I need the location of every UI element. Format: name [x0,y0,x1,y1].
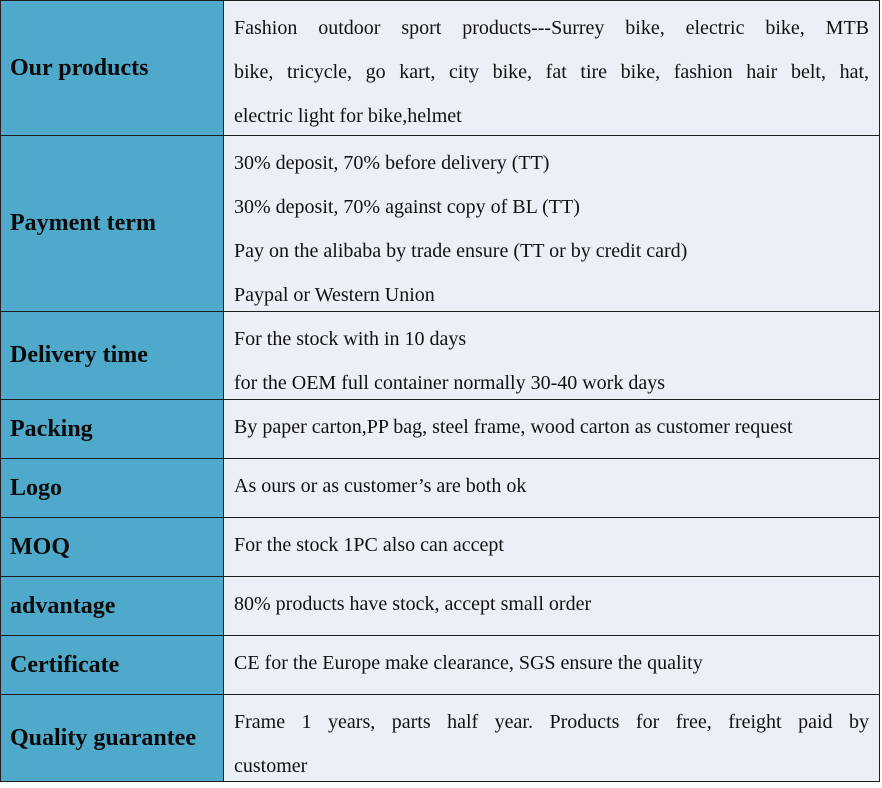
row-value-certificate [224,636,879,695]
row-label-certificate: Certificate [1,636,224,695]
value-line: For the stock 1PC also can accept [234,534,504,556]
row-label-payment-term: Payment term [1,136,224,312]
value-line: Fashion outdoor sport products---Surrey bike, electric bike, MTB [234,17,869,39]
row-label-packing: Packing [1,400,224,459]
value-line: Pay on the alibaba by trade ensure (TT or by credit card) [234,240,688,262]
value-line: 30% deposit, 70% against copy of BL (TT) [234,196,580,218]
row-value-products [224,1,879,136]
value-line: As ours or as customer’s are both ok [234,475,527,497]
value-line: For the stock with in 10 days [234,328,467,350]
value-line: CE for the Europe make clearance, SGS ensure the quality [234,652,703,674]
value-line: 30% deposit, 70% before delivery (TT) [234,152,550,174]
row-label-products: Our products [1,1,224,136]
row-label-logo: Logo [1,459,224,518]
row-value-logo [224,459,879,518]
row-value-payment-term [224,136,879,312]
value-line: Paypal or Western Union [234,284,435,306]
row-value-moq [224,518,879,577]
row-label-moq: MOQ [1,518,224,577]
value-line: 80% products have stock, accept small order [234,593,592,615]
row-value-advantage [224,577,879,636]
value-line: Frame 1 years, parts half year. Products for free, freight paid by [234,711,869,733]
row-label-delivery-time: Delivery time [1,312,224,400]
row-value-quality-guarantee [224,695,879,781]
row-label-quality-guarantee: Quality guarantee [1,695,224,781]
value-line: customer [234,755,308,777]
value-line: bike, tricycle, go kart, city bike, fat tire bike, fashion hair belt, hat, [234,61,869,83]
row-value-delivery-time [224,312,879,400]
value-line: for the OEM full container normally 30-40 work days [234,372,666,394]
value-line: electric light for bike,helmet [234,105,462,127]
row-label-advantage: advantage [1,577,224,636]
value-line: By paper carton,PP bag, steel frame, wood carton as customer request [234,416,793,438]
row-value-packing [224,400,879,459]
